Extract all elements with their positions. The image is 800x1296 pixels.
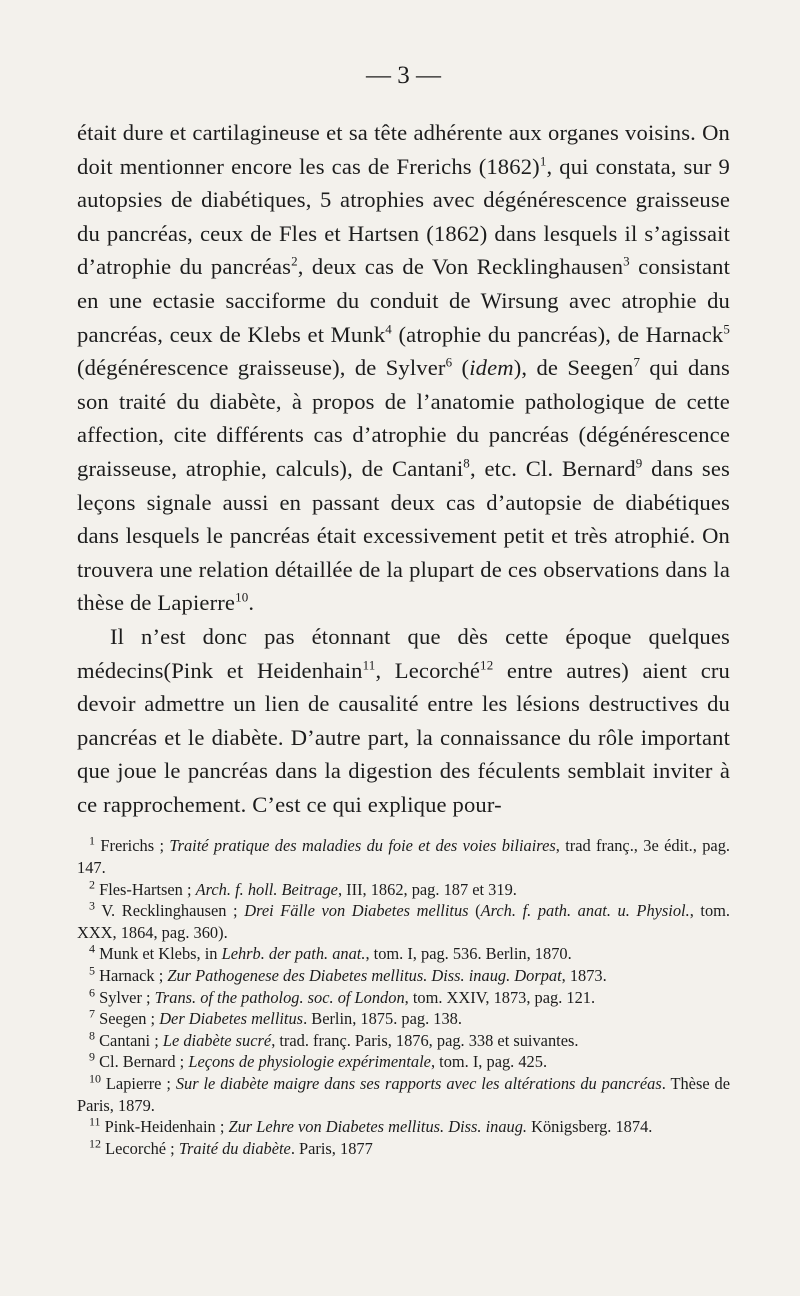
footnote [77, 835, 730, 878]
paragraph [77, 116, 730, 620]
footnote [77, 987, 730, 1009]
footnote-number: 12 [89, 1136, 101, 1151]
italic-text: Traité pratique des maladies du foie et des voies biliaires [169, 836, 556, 856]
footnote-number: 7 [89, 1006, 95, 1021]
footnote-reference: 9 [635, 455, 643, 471]
italic-text: idem [469, 355, 514, 381]
footnote-reference: 5 [723, 321, 730, 337]
footnote-reference: 10 [235, 589, 249, 605]
text-segment: Fles-Hartsen ; [99, 879, 196, 899]
text-segment: ( [452, 355, 470, 381]
text-segment: Lecorché ; [105, 1138, 179, 1158]
text-segment: , etc. Cl. Bernard [469, 455, 636, 481]
text-segment: Königsberg. 1874. [527, 1117, 653, 1137]
footnote [77, 965, 730, 987]
text-segment: ), de Seegen [513, 355, 634, 381]
text-segment: Cl. Bernard ; [99, 1052, 189, 1072]
text-segment: . Paris, 1877 [290, 1138, 373, 1158]
text-segment: qui dans son traité du diabète, à propos de l’anatomie pathologique de cette affection, cite différents cas d’atrophie du pancréas (dégénérescence graisseuse, atrophie, calculs), de Cantani [77, 355, 730, 481]
footnote [77, 1116, 730, 1138]
text-segment: consistant en une ectasie sacciforme du conduit de Wirsung avec atrophie du pancréas, ceux de Klebs et Munk [77, 254, 731, 347]
footnote [77, 1030, 730, 1052]
text-segment: (dégénérescence graisseuse), de Sylver [77, 355, 446, 381]
text-segment: , trad. franç. Paris, 1876, pag. 338 et suivantes. [271, 1030, 579, 1050]
footnote [77, 943, 730, 965]
text-segment: . Berlin, 1875. pag. 138. [303, 1009, 462, 1029]
text-segment: , qui constata, sur 9 autopsies de diabétiques, 5 atrophies avec dégénérescence graisseuse du pancréas, ceux de Fles et Hartsen (1862) dans lesquels il s’agissait d’atrophie du pancréas [77, 153, 730, 280]
text-segment: , 1873. [561, 966, 607, 986]
text-segment: Harnack ; [99, 966, 168, 986]
italic-text: Leçons de physiologie expérimentale [188, 1052, 431, 1072]
paragraph [77, 620, 730, 822]
italic-text: Le diabète sucré [162, 1030, 272, 1050]
body-text [77, 116, 730, 821]
footnote-reference: 7 [633, 354, 641, 370]
footnote-reference: 11 [362, 656, 376, 672]
text-segment: (atrophie du pancréas), de Harnack [391, 321, 724, 347]
italic-text: Zur Pathogenese des Diabetes mellitus. Diss. inaug. Dorpat [167, 966, 562, 986]
footnote-reference: 8 [463, 455, 470, 471]
text-segment: , III, 1862, pag. 187 et 319. [337, 879, 517, 899]
footnote-number: 9 [89, 1049, 95, 1064]
page-number: — 3 — [366, 62, 441, 89]
footnote-reference: 1 [539, 153, 547, 169]
text-segment: Lapierre ; [105, 1074, 176, 1093]
footnote-number: 10 [89, 1071, 101, 1086]
footnote-number: 4 [89, 941, 95, 956]
footnote-number: 11 [89, 1114, 101, 1129]
text-segment: , tom. XXX, 1864, pag. 360). [77, 901, 731, 942]
text-segment: entre autres) aient cru devoir admettre un lien de causalité entre les lésions destructives du pancréas et le diabète. D’autre part, la connaissance du rôle important que joue le pancréas dans la digestion des féculents semblait inviter à ce rapprochement. C’est ce qui explique pour- [77, 657, 730, 817]
text-segment: Seegen ; [99, 1009, 160, 1029]
footnote-reference: 2 [291, 253, 298, 269]
footnote-number: 8 [89, 1028, 95, 1043]
text-segment: , tom. XXIV, 1873, pag. 121. [404, 987, 596, 1007]
text-segment: , tom. I, pag. 536. Berlin, 1870. [365, 944, 572, 964]
italic-text: Traité du diabète [178, 1138, 291, 1158]
footnote-number: 6 [89, 985, 95, 1000]
italic-text: Arch. f. path. anat. u. Physiol. [480, 901, 690, 921]
italic-text: Sur le diabète maigre dans ses rapports avec les altérations du pancréas [175, 1074, 662, 1093]
footnote [77, 900, 730, 943]
text-segment: . Thèse de Paris, 1879. [77, 1074, 730, 1115]
italic-text: Arch. f. holl. Beitrage [195, 879, 338, 899]
text-segment: était dure et cartilagineuse et sa tête adhérente aux organes voisins. On doit mentionner encore les cas de Frerichs (1862) [77, 120, 730, 179]
footnote-number: 3 [89, 898, 95, 913]
text-segment: , tom. I, pag. 425. [430, 1052, 548, 1072]
text-segment: , trad franç., 3e édit., pag. 147. [77, 836, 730, 878]
text-segment: , deux cas de Von Recklinghausen [297, 254, 624, 280]
italic-text: Trans. of the patholog. soc. of London [154, 987, 405, 1007]
text-segment: Munk et Klebs, in [99, 944, 222, 964]
text-segment: , Lecorché [375, 657, 481, 683]
footnote [77, 1051, 730, 1073]
footnotes [77, 835, 730, 1159]
italic-text: Drei Fälle von Diabetes mellitus [244, 901, 469, 921]
text-segment: . [248, 590, 255, 616]
footnote-number: 1 [89, 834, 95, 848]
text-segment: Frerichs ; [100, 836, 170, 856]
footnote-number: 5 [89, 963, 95, 978]
footnote-number: 2 [89, 877, 95, 892]
italic-text: Zur Lehre von Diabetes mellitus. Diss. inaug. [228, 1117, 528, 1137]
text-segment: ( [468, 901, 481, 921]
text-segment: V. Recklinghausen ; [101, 901, 245, 921]
italic-text: Lehrb. der path. anat. [221, 944, 366, 964]
footnote [77, 879, 730, 901]
text-segment: dans ses leçons signale aussi en passant deux cas d’autopsie de diabétiques dans lesquels le pancréas était excessivement petit et très atrophié. On trouvera une relation détaillée de la plupart de ces observations dans la thèse de Lapierre [77, 455, 730, 616]
text-segment: Cantani ; [99, 1030, 163, 1050]
text-segment: Il n’est donc pas étonnant que dès cette époque quelques médecins(Pink et Heidenhain [77, 623, 730, 683]
text-segment: Sylver ; [99, 987, 155, 1007]
footnote-reference: 6 [445, 354, 453, 370]
footnote-reference: 12 [480, 656, 494, 672]
footnote-reference: 3 [623, 253, 630, 269]
footnote [77, 1138, 730, 1160]
text-segment: Pink-Heidenhain ; [104, 1117, 229, 1137]
footnote-reference: 4 [385, 321, 392, 337]
footnote [77, 1073, 730, 1116]
footnote [77, 1008, 730, 1030]
italic-text: Der Diabetes mellitus [159, 1009, 304, 1029]
